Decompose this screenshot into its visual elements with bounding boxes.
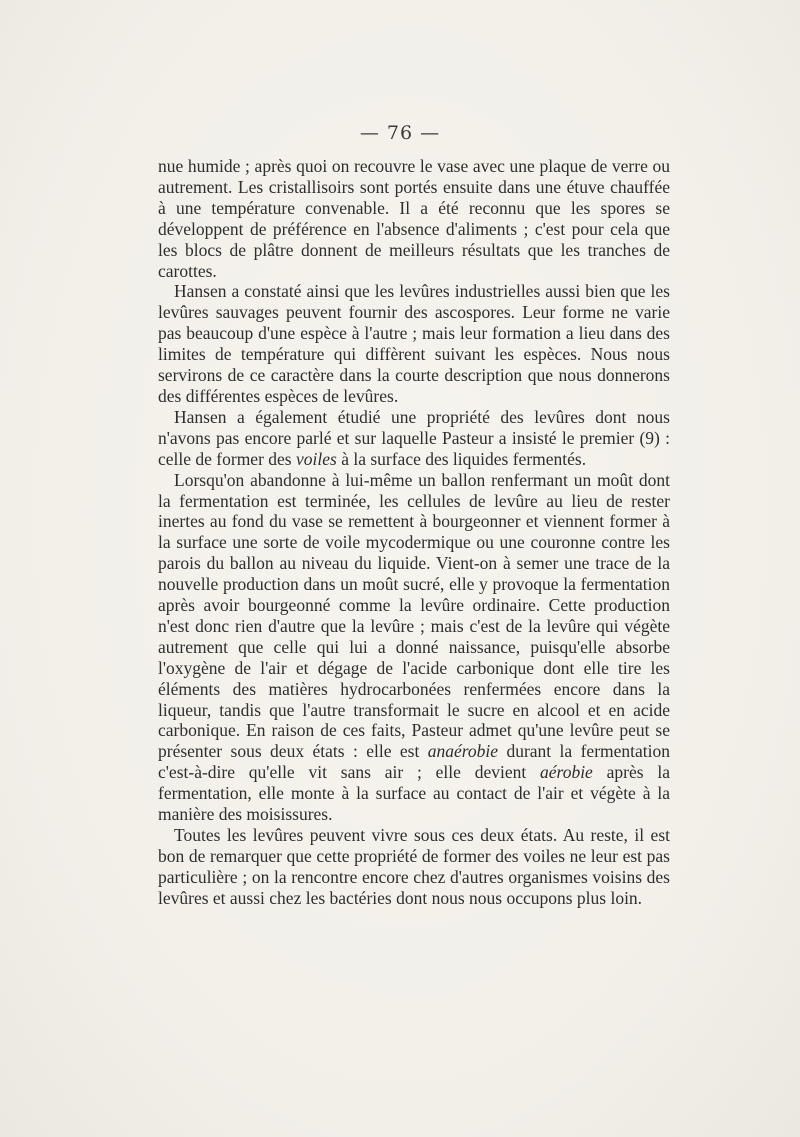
- paragraph-4-text-b: durant la fermentation c'est-à-dire qu'elle vit sans air ; elle devient: [158, 741, 670, 783]
- italic-term-voiles: voiles: [295, 448, 337, 469]
- paragraph-1-text: nue humide ; après quoi on recouvre le vase avec une plaque de verre ou autrement. Les cristallisoirs sont portés ensuite dans une étuve chauffée à une température convenable. Il a été reconnu que les spores se développent de préférence en l'absence d'aliments ; c'est pour cela que les blocs de plâtre donnent de meilleurs résultats que les tranches de carottes.: [158, 156, 670, 281]
- paragraph-2-text: Hansen a constaté ainsi que les levûres industrielles aussi bien que les levûres sauvages peuvent fournir des ascospores. Leur forme ne varie pas beaucoup d'une espèce à l'autre ; mais leur formation a lieu dans des limites de température qui diffèrent suivant les espèces. Nous nous servirons de ce caractère dans la courte description que nous donnerons des différentes espèces de levûres.: [158, 281, 670, 406]
- paragraph-5: [158, 825, 670, 909]
- paragraph-2: [158, 281, 670, 406]
- italic-term-aerobie: aérobie: [540, 762, 593, 783]
- paragraph-4-text-a: Lorsqu'on abandonne à lui-même un ballon renfermant un moût dont la fermentation est terminée, les cellules de levûre au lieu de rester inertes au fond du vase se remettent à bourgeonner et viennent former à la surface une sorte de voile mycodermique ou une couronne contre les parois du ballon au niveau du liquide. Vient-on à semer une trace de la nouvelle production dans un moût sucré, elle y provoque la fermentation après avoir bourgeonné comme la levûre ordinaire. Cette production n'est donc rien d'autre que la levûre ; mais c'est de la levûre qui végète autrement que celle qui lui a donné naissance, puisqu'elle absorbe l'oxygène de l'air et dégage de l'acide carbonique dont elle tire les éléments des matières hydrocarbonées renfermées encore dans la liqueur, tandis que l'autre transformait le sucre en alcool et en acide carbonique. En raison de ces faits, Pasteur admet qu'une levûre peut se présenter sous deux états : elle est: [158, 469, 670, 762]
- paragraph-1: [158, 156, 670, 281]
- page-number: — 76 —: [359, 122, 441, 144]
- paragraph-3-text-b: à la surface des liquides fermentés.: [336, 448, 587, 469]
- body-text: [158, 156, 670, 909]
- paragraph-3: [158, 407, 670, 470]
- paragraph-4: [158, 470, 670, 825]
- paragraph-3-text-a: Hansen a également étudié une propriété des levûres dont nous n'avons pas encore parlé et sur laquelle Pasteur a insisté le premier (9) : celle de former des: [158, 406, 670, 469]
- paragraph-5-text: Toutes les levûres peuvent vivre sous ces deux états. Au reste, il est bon de remarquer que cette propriété de former des voiles ne leur est pas particulière ; on la rencontre encore chez d'autres organismes voisins des levûres et aussi chez les bactéries dont nous nous occupons plus loin.: [158, 825, 670, 908]
- paragraph-4-text-c: après la fermentation, elle monte à la surface au contact de l'air et végète à la manière des moisissures.: [158, 762, 670, 825]
- italic-term-anaerobie: anaérobie: [427, 741, 499, 762]
